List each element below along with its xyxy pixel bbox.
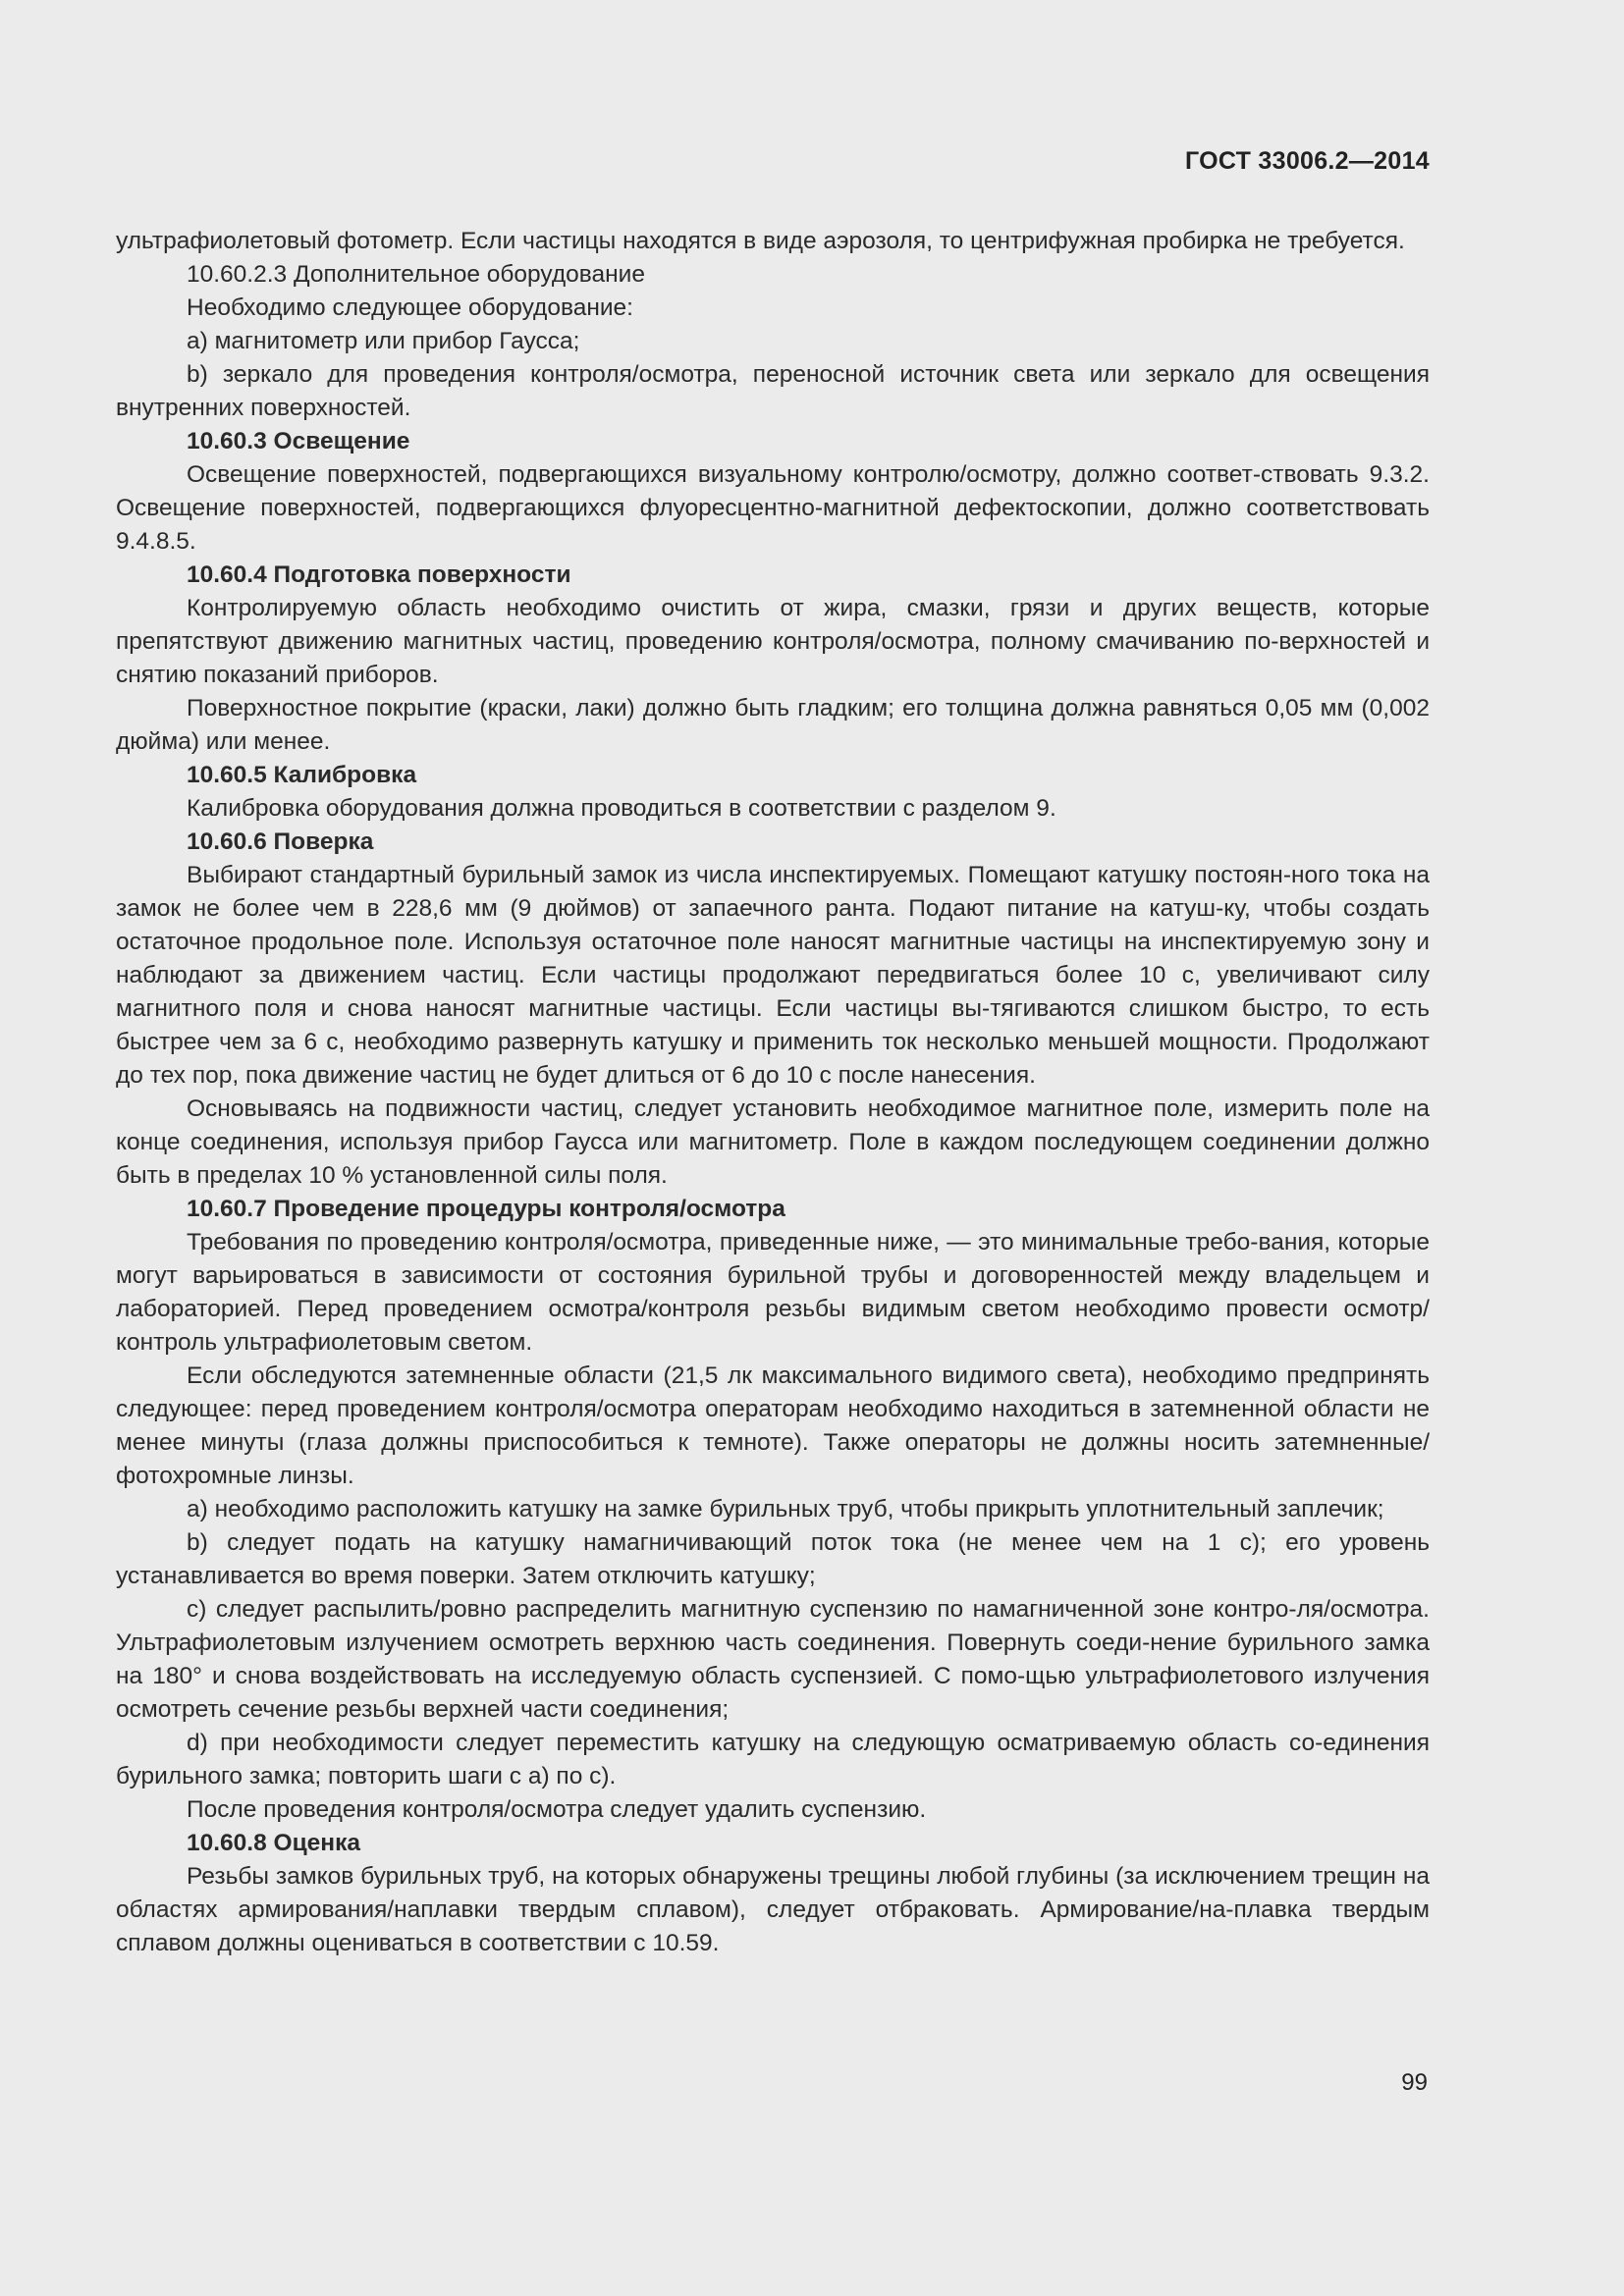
section-heading: 10.60.6 Поверка xyxy=(187,828,374,855)
paragraph: Если обследуются затемненные области (21,5 лк максимального видимого света), необходимо предпринять следующее: перед проведением контроля/осмотра операторам необходимо находиться в затемненной области не менее минуты (глаза должны приспособиться к темноте). Также операторы не должны носить затемненные/фотохромные линзы. xyxy=(116,1362,1430,1489)
section-heading: 10.60.3 Освещение xyxy=(187,428,410,454)
paragraph: Основываясь на подвижности частиц, следует установить необходимое магнитное поле, измерить поле на конце соединения, используя прибор Гаусса или магнитометр. Поле в каждом последующем соединении должно быть в пределах 10 % установленной силы поля. xyxy=(116,1095,1430,1189)
section-heading: 10.60.5 Калибровка xyxy=(187,762,417,788)
list-item: b) зеркало для проведения контроля/осмотра, переносной источник света или зеркало для освещения внутренних поверхностей. xyxy=(116,361,1430,421)
paragraph: Контролируемую область необходимо очистить от жира, смазки, грязи и других веществ, которые препятствуют движению магнитных частиц, проведению контроля/осмотра, полному смачиванию по-верхностей и снятию показаний приборов. xyxy=(116,595,1430,688)
paragraph: 10.60.2.3 Дополнительное оборудование xyxy=(187,261,645,288)
list-item: d) при необходимости следует переместить катушку на следующую осматриваемую область со-единения бурильного замка; повторить шаги с а) по с). xyxy=(116,1730,1430,1789)
list-item: b) следует подать на катушку намагничивающий поток тока (не менее чем на 1 с); его уровень устанавливается во время поверки. Затем отключить катушку; xyxy=(116,1529,1430,1589)
document-body xyxy=(116,225,1430,1960)
paragraph: Необходимо следующее оборудование: xyxy=(187,294,633,321)
list-item: а) магнитометр или прибор Гаусса; xyxy=(187,328,580,354)
list-item: а) необходимо расположить катушку на замке бурильных труб, чтобы прикрыть уплотнительный заплечик; xyxy=(187,1496,1384,1522)
section-heading: 10.60.4 Подготовка поверхности xyxy=(187,561,571,588)
paragraph: Калибровка оборудования должна проводиться в соответствии с разделом 9. xyxy=(187,795,1056,822)
paragraph: Освещение поверхностей, подвергающихся визуальному контролю/осмотру, должно соответ-ствовать 9.3.2. Освещение поверхностей, подвергающихся флуоресцентно-магнитной дефектоскопии, должно соответствовать 9.4.8.5. xyxy=(116,461,1430,555)
section-heading: 10.60.8 Оценка xyxy=(187,1830,360,1856)
section-heading: 10.60.7 Проведение процедуры контроля/осмотра xyxy=(187,1196,785,1222)
paragraph: Требования по проведению контроля/осмотра, приведенные ниже, — это минимальные требо-вания, которые могут варьироваться в зависимости от состояния бурильной трубы и договоренностей между владельцем и лабораторией. Перед проведением осмотра/контроля резьбы видимым светом необходимо провести осмотр/контроль ультрафиолетовым светом. xyxy=(116,1229,1430,1356)
paragraph: Резьбы замков бурильных труб, на которых обнаружены трещины любой глубины (за исключением трещин на областях армирования/наплавки твердым сплавом), следует отбраковать. Армирование/на-плавка твердым сплавом должны оцениваться в соответствии с 10.59. xyxy=(116,1863,1430,1956)
paragraph: Выбирают стандартный бурильный замок из числа инспектируемых. Помещают катушку постоян-ного тока на замок не более чем в 228,6 мм (9 дюймов) от запаечного ранта. Подают питание на катуш-ку, чтобы создать остаточное продольное поле. Используя остаточное поле наносят магнитные частицы на инспектируемую зону и наблюдают за движением частиц. Если частицы продолжают передвигаться более 10 с, увеличивают силу магнитного поля и снова наносят магнитные частицы. Если частицы вы-тягиваются слишком быстро, то есть быстрее чем за 6 с, необходимо развернуть катушку и применить ток несколько меньшей мощности. Продолжают до тех пор, пока движение частиц не будет длиться от 6 до 10 с после нанесения. xyxy=(116,862,1430,1089)
paragraph: Поверхностное покрытие (краски, лаки) должно быть гладким; его толщина должна равняться 0,05 мм (0,002 дюйма) или менее. xyxy=(116,695,1430,755)
document-standard-id: ГОСТ 33006.2—2014 xyxy=(1184,147,1430,175)
list-item: c) следует распылить/ровно распределить магнитную суспензию по намагниченной зоне контро-ля/осмотра. Ультрафиолетовым излучением осмотреть верхнюю часть соединения. Повернуть соеди-нение бурильного замка на 180° и снова воздействовать на исследуемую область суспензией. С помо-щью ультрафиолетового излучения осмотреть сечение резьбы верхней части соединения; xyxy=(116,1596,1430,1723)
paragraph: ультрафиолетовый фотометр. Если частицы находятся в виде аэрозоля, то центрифужная пробирка не требуется. xyxy=(116,228,1405,254)
paragraph: После проведения контроля/осмотра следует удалить суспензию. xyxy=(187,1796,927,1823)
page-number: 99 xyxy=(1401,2069,1428,2096)
